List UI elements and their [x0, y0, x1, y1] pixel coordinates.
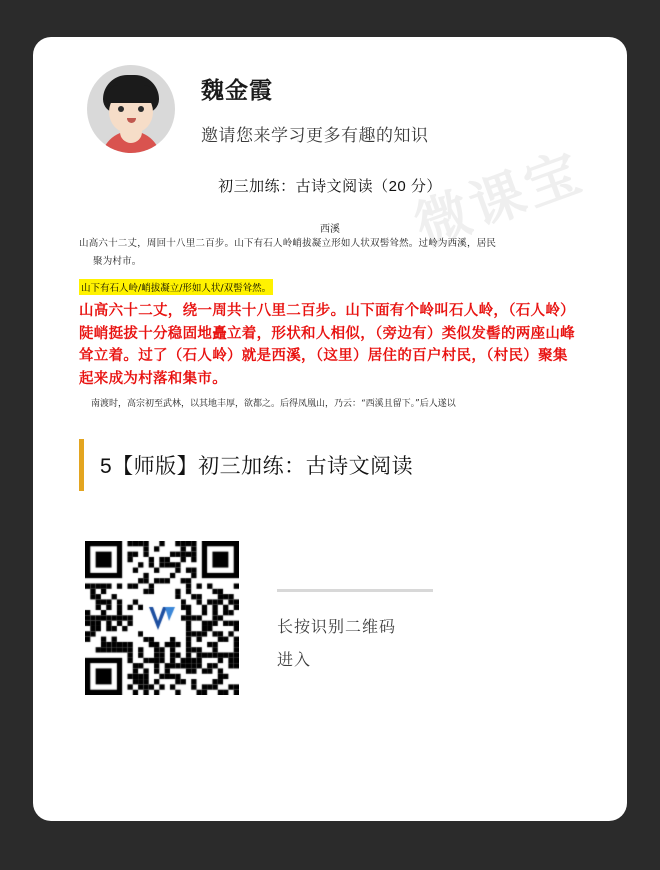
document-title: 初三加练：古诗文阅读（20 分）: [218, 178, 442, 195]
qr-hint-line-1: 长按识别二维码: [277, 618, 397, 636]
avatar-eye-right: [138, 106, 144, 112]
avatar-eye-left: [118, 106, 124, 112]
avatar: [87, 65, 175, 153]
watermark: 微课宝: [407, 141, 592, 258]
qr-row: [85, 541, 627, 695]
invite-text: 邀请您来学习更多有趣的知识: [201, 126, 429, 145]
user-name: 魏金霞: [201, 77, 273, 103]
translation-text: 山高六十二丈，绕一周共十八里二百步。山下面有个岭叫石人岭，（石人岭）陡峭挺拔十分稳固地矗立着，形状和人相似，（旁边有）类似发髻的两座山峰耸立着。过了（石人岭）就是西溪，（这里）居住的百户村民，（村民）聚集起来成为村落和集市。: [79, 303, 575, 387]
lesson-title: 5【师版】初三加练：古诗文阅读: [100, 454, 414, 478]
poem-title: 西溪: [320, 224, 340, 235]
document-preview[interactable]: [79, 141, 592, 409]
lesson-title-row: [79, 439, 627, 491]
qr-code[interactable]: [85, 541, 239, 695]
card-header: [33, 37, 627, 153]
avatar-fringe: [106, 85, 156, 103]
qr-hint-block: [277, 541, 433, 670]
header-text: [201, 72, 429, 146]
highlighted-sentence: 山下有石人岭/峭拔凝立/形如人状/双髻耸然。: [79, 279, 273, 295]
document-footer-line: 南渡时，高宗初至武林，以其地丰厚，欲都之。后得凤凰山，乃云：“西溪且留下。”后人遂以: [91, 398, 456, 409]
accent-bar: [79, 439, 84, 491]
document-line-1: 山高六十二丈，周回十八里二百步。山下有石人岭峭拔凝立形如人状双髻耸然。过岭为西溪，居民: [79, 238, 497, 249]
qr-hint-line-2: 进入: [277, 651, 312, 669]
divider: [277, 589, 433, 592]
share-card: [33, 37, 627, 821]
document-line-2: 聚为村市。: [93, 256, 142, 268]
